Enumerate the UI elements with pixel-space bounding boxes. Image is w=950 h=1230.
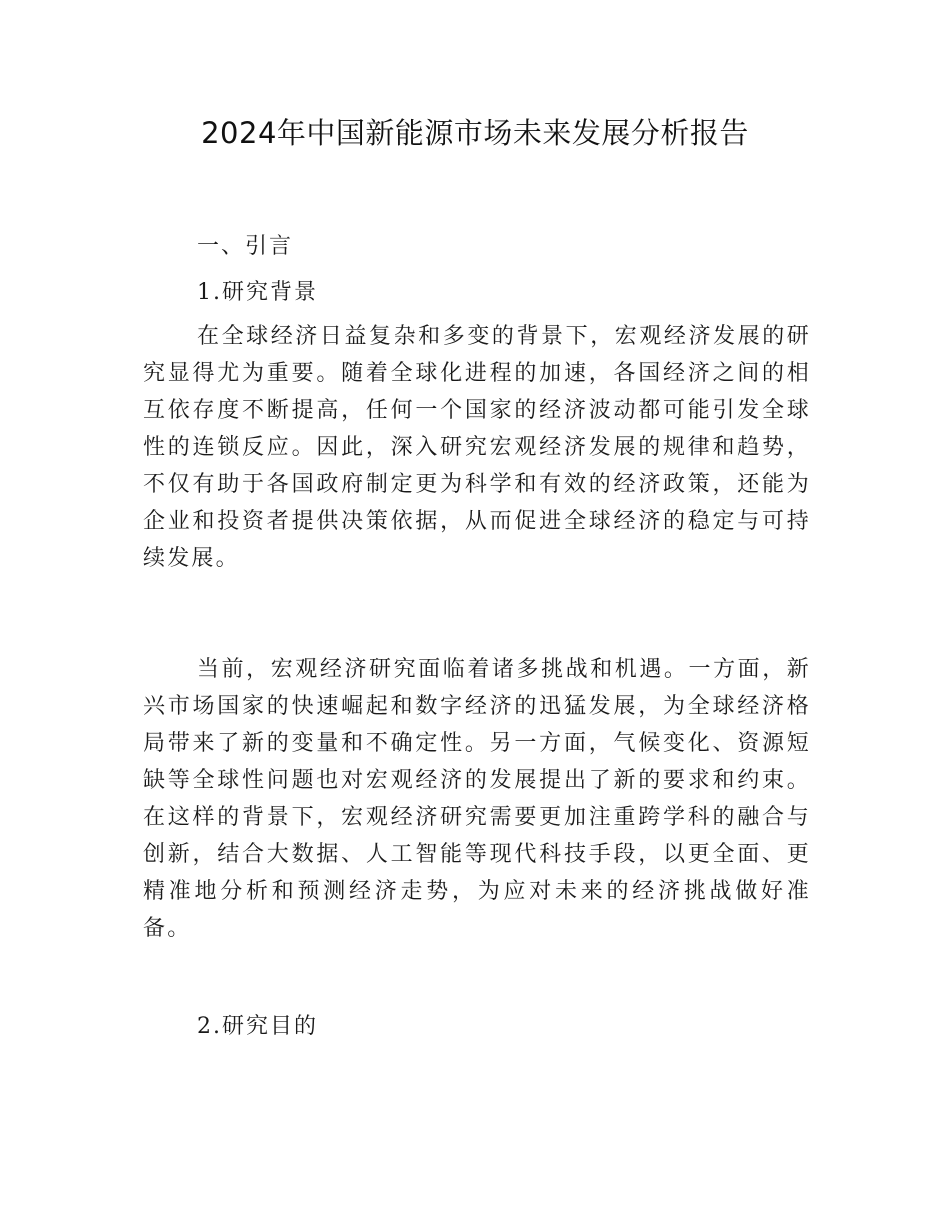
paragraph-research-background-2: 当前，宏观经济研究面临着诸多挑战和机遇。一方面，新兴市场国家的快速崛起和数字经济的迅猛发展，为全球经济格局带来了新的变量和不确定性。另一方面，气候变化、资源短缺等全球性问题也对宏观经济的发展提出了新的要求和约束。在这样的背景下，宏观经济研究需要更加注重跨学科的融合与创新，结合大数据、人工智能等现代科技手段，以更全面、更精准地分析和预测经济走势，为应对未来的经济挑战做好准备。 [143,657,811,941]
subsection-heading-research-purpose: 2.研究目的 [197,1014,318,1039]
section-heading-introduction: 一、引言 [197,234,294,259]
paragraph-research-background-1: 在全球经济日益复杂和多变的背景下，宏观经济发展的研究显得尤为重要。随着全球化进程的加速，各国经济之间的相互依存度不断提高，任何一个国家的经济波动都可能引发全球性的连锁反应。因此，深入研究宏观经济发展的规律和趋势，不仅有助于各国政府制定更为科学和有效的经济政策，还能为企业和投资者提供决策依据，从而促进全球经济的稳定与可持续发展。 [143,324,811,571]
subsection-heading-research-background: 1.研究背景 [197,280,318,305]
document-title: 2024年中国新能源市场未来发展分析报告 [201,116,749,150]
